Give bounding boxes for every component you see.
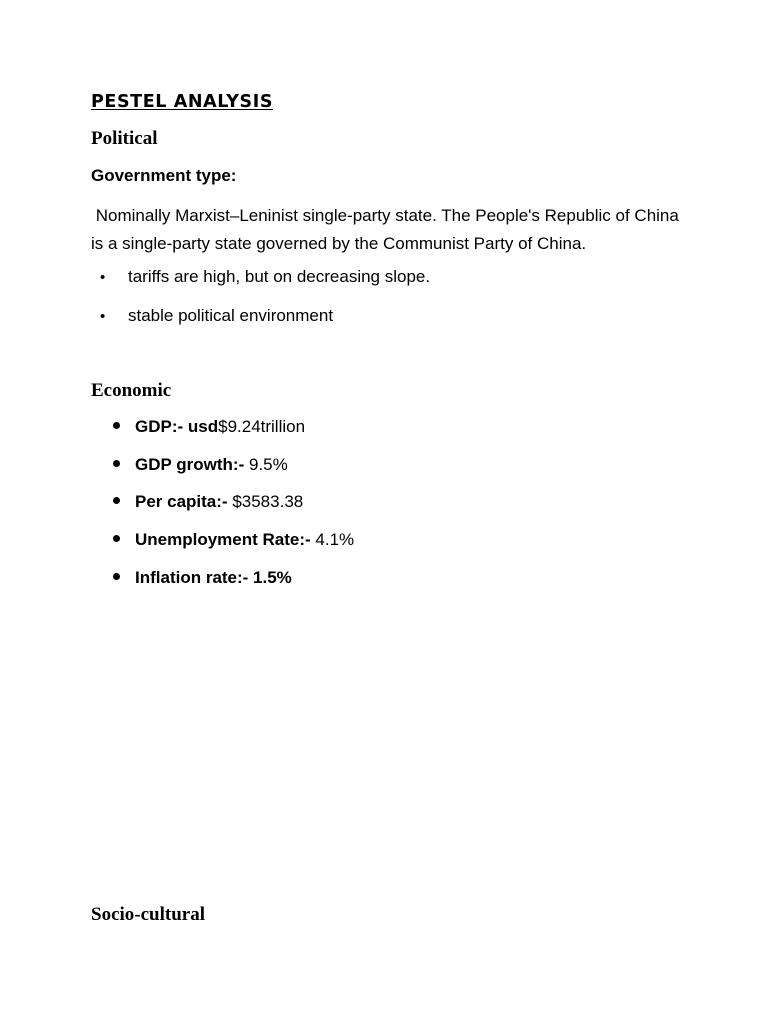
- political-bullet-text: stable political environment: [128, 306, 334, 325]
- economic-item-label: Inflation rate:- 1.5%: [135, 568, 292, 587]
- political-bullet-item: [100, 306, 333, 326]
- economic-item-value: 4.1%: [310, 530, 355, 549]
- bullet-icon: •: [100, 308, 106, 325]
- economic-item-label: Unemployment Rate:-: [135, 530, 311, 549]
- economic-item-gdp-growth: [113, 455, 288, 475]
- bullet-dot-icon: [113, 460, 120, 467]
- government-type-paragraph: Nominally Marxist–Leninist single-party state. The People's Republic of China is a single-party state governed by the Communist Party of China.: [91, 206, 679, 253]
- economic-heading: Economic: [91, 380, 172, 401]
- bullet-icon: •: [100, 269, 106, 286]
- government-type-label: Government type:: [91, 166, 237, 185]
- political-bullet-item: [100, 267, 430, 287]
- sociocultural-heading: Socio-cultural: [91, 904, 205, 925]
- economic-item-label: GDP:- usd: [135, 417, 219, 436]
- bullet-dot-icon: [113, 497, 120, 504]
- political-heading: Political: [91, 128, 158, 149]
- economic-item-label: GDP growth:-: [135, 455, 245, 474]
- economic-item-value: $3583.38: [227, 492, 304, 511]
- bullet-dot-icon: [113, 422, 120, 429]
- economic-item-value: 9.5%: [244, 455, 288, 474]
- economic-item-value: $9.24trillion: [218, 417, 306, 436]
- political-bullet-text: tariffs are high, but on decreasing slope.: [128, 267, 431, 286]
- document-title: PESTEL ANALYSIS: [91, 92, 274, 112]
- economic-item-per-capita: [113, 492, 303, 512]
- economic-item-gdp: [113, 417, 305, 437]
- economic-item-inflation: [113, 568, 292, 588]
- economic-item-unemployment: [113, 530, 354, 550]
- bullet-dot-icon: [113, 573, 120, 580]
- bullet-dot-icon: [113, 535, 120, 542]
- economic-item-label: Per capita:-: [135, 492, 228, 511]
